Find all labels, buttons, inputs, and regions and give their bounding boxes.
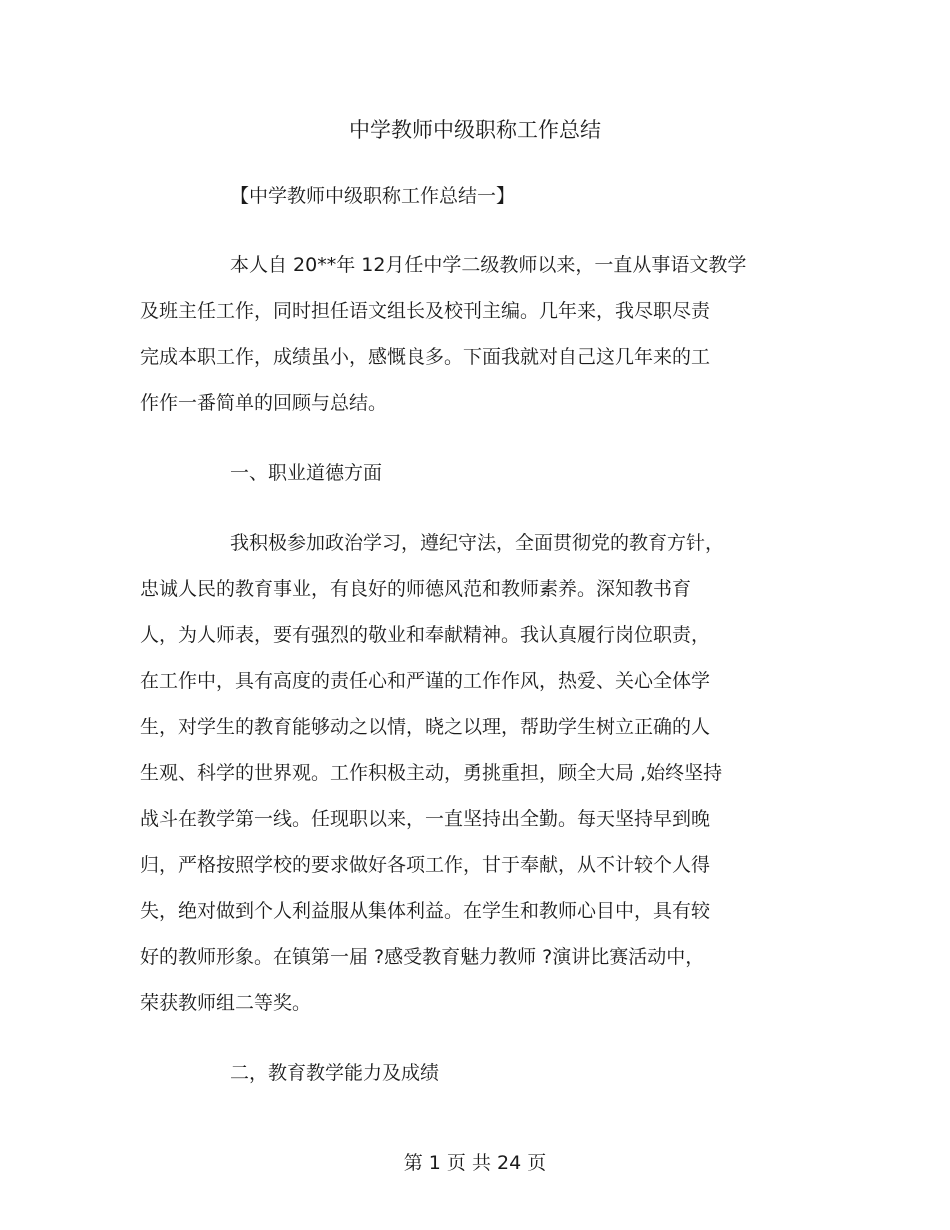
section-heading-1: 一、职业道德方面 bbox=[230, 462, 383, 484]
paragraph-line: 忠诚人民的教育事业，有良好的师德风范和教师素养。深知教书育 bbox=[140, 578, 692, 600]
paragraph-line: 生，对学生的教育能够动之以情，晓之以理，帮助学生树立正确的人 bbox=[140, 716, 711, 738]
paragraph-line: 人，为人师表，要有强烈的敬业和奉献精神。我认真履行岗位职责， bbox=[140, 624, 711, 646]
paragraph-line: 及班主任工作，同时担任语文组长及校刊主编。几年来，我尽职尽责 bbox=[140, 300, 711, 322]
document-body bbox=[140, 242, 800, 1096]
paragraph-line: 作作一番简单的回顾与总结。 bbox=[140, 392, 388, 414]
paragraph-line: 好的教师形象。在镇第一届 ?感受教育魅力教师 ?演讲比赛活动中， bbox=[140, 946, 705, 968]
section-heading-2: 二，教育教学能力及成绩 bbox=[230, 1062, 440, 1084]
paragraph-line: 归，严格按照学校的要求做好各项工作，甘于奉献，从不计较个人得 bbox=[140, 854, 711, 876]
paragraph-ethics bbox=[140, 520, 800, 1026]
paragraph-line: 荣获教师组二等奖。 bbox=[140, 992, 312, 1014]
paragraph-intro bbox=[140, 242, 800, 426]
paragraph-line: 失，绝对做到个人利益服从集体利益。在学生和教师心目中，具有较 bbox=[140, 900, 711, 922]
paragraph-line: 完成本职工作，成绩虽小，感慨良多。下面我就对自己这几年来的工 bbox=[140, 346, 711, 368]
paragraph-line: 在工作中，具有高度的责任心和严谨的工作作风，热爱、关心全体学 bbox=[140, 670, 711, 692]
page-footer: 第 1 页 共 24 页 bbox=[403, 1152, 547, 1174]
paragraph-line: 我积极参加政治学习，遵纪守法，全面贯彻党的教育方针， bbox=[230, 532, 725, 554]
paragraph-line: 生观、科学的世界观。工作积极主动，勇挑重担，顾全大局 ,始终坚持 bbox=[140, 762, 723, 784]
paragraph-line: 本人自 20**年 12月任中学二级教师以来，一直从事语文教学 bbox=[230, 254, 747, 276]
paragraph-line: 战斗在教学第一线。任现职以来，一直坚持出全勤。每天坚持早到晚 bbox=[140, 808, 711, 830]
document-subtitle: 【中学教师中级职称工作总结一】 bbox=[230, 185, 516, 207]
document-title: 中学教师中级职称工作总结 bbox=[349, 118, 601, 142]
